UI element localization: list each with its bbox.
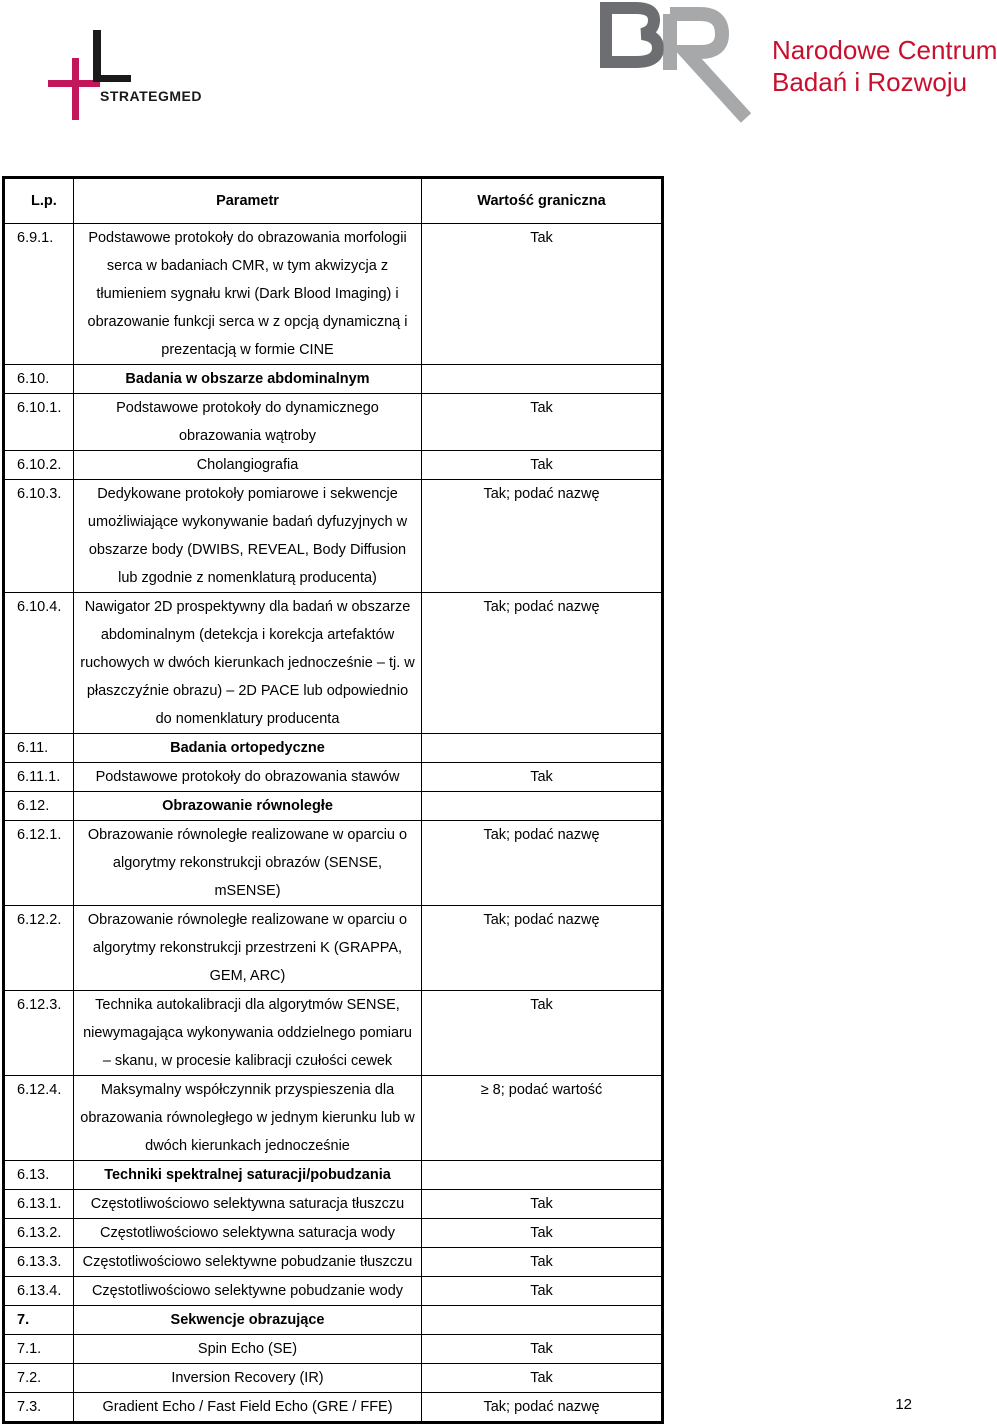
table-row [4,451,663,480]
row-lp: 7.1. [4,1335,74,1364]
section-row [4,734,663,763]
row-lp: 6.13.2. [4,1219,74,1248]
table-row [4,593,663,734]
row-parametr: Częstotliwościowo selektywna saturacja wody [74,1219,422,1248]
row-wartosc: Tak [422,1277,663,1306]
ncbr-logo [596,0,997,132]
table-body [4,224,663,1423]
header-parametr: Parametr [74,178,422,224]
row-wartosc [422,1161,663,1190]
row-wartosc: Tak [422,1364,663,1393]
table-row [4,991,663,1076]
section-row [4,1306,663,1335]
row-parametr: Gradient Echo / Fast Field Echo (GRE / FFE) [74,1393,422,1423]
row-parametr: Technika autokalibracji dla algorytmów SENSE, niewymagająca wykonywania oddzielnego pomiaru – skanu, w procesie kalibracji czułości cewek [74,991,422,1076]
row-parametr: Spin Echo (SE) [74,1335,422,1364]
ncbr-logo-line1: Narodowe Centrum [772,35,997,65]
table-row [4,394,663,451]
row-parametr: Podstawowe protokoły do obrazowania stawów [74,763,422,792]
row-lp: 6.11.1. [4,763,74,792]
ncbr-logo-text [772,34,997,98]
row-parametr: Obrazowanie równoległe realizowane w oparciu o algorytmy rekonstrukcji obrazów (SENSE, mSENSE) [74,821,422,906]
section-row [4,365,663,394]
row-parametr: Obrazowanie równoległe [74,792,422,821]
table-row [4,1076,663,1161]
row-wartosc: Tak [422,1248,663,1277]
strategmed-logo [48,28,208,128]
table-row [4,480,663,593]
row-lp: 6.12.4. [4,1076,74,1161]
row-parametr: Dedykowane protokoły pomiarowe i sekwencje umożliwiające wykonywanie badań dyfuzyjnych w obszarze body (DWIBS, REVEAL, Body Diffusion lub zgodnie z nomenklaturą producenta) [74,480,422,593]
row-lp: 7.2. [4,1364,74,1393]
row-lp: 6.10.1. [4,394,74,451]
row-parametr: Badania w obszarze abdominalnym [74,365,422,394]
table-row [4,1364,663,1393]
specification-table [2,176,664,1424]
row-parametr: Maksymalny współczynnik przyspieszenia dla obrazowania równoległego w jednym kierunku lub w dwóch kierunkach jednocześnie [74,1076,422,1161]
row-lp: 6.10.2. [4,451,74,480]
row-lp: 6.10. [4,365,74,394]
table-row [4,224,663,365]
row-wartosc: Tak [422,1335,663,1364]
row-wartosc [422,734,663,763]
row-wartosc: Tak [422,224,663,365]
row-parametr: Nawigator 2D prospektywny dla badań w obszarze abdominalnym (detekcja i korekcja artefaktów ruchowych w dwóch kierunkach jednocześnie – tj. w płaszczyźnie obrazu) – 2D PACE lub odpowiednio do nomenklatury producenta [74,593,422,734]
row-lp: 6.12. [4,792,74,821]
row-lp: 6.9.1. [4,224,74,365]
table-row [4,763,663,792]
row-wartosc: Tak [422,1190,663,1219]
row-lp: 6.10.3. [4,480,74,593]
table-row [4,1335,663,1364]
table-row [4,1248,663,1277]
row-lp: 6.13.4. [4,1277,74,1306]
row-lp: 7. [4,1306,74,1335]
row-lp: 6.12.2. [4,906,74,991]
row-parametr: Obrazowanie równoległe realizowane w oparciu o algorytmy rekonstrukcji przestrzeni K (GRAPPA, GEM, ARC) [74,906,422,991]
row-wartosc [422,792,663,821]
header-lp: L.p. [4,178,74,224]
row-wartosc: Tak; podać nazwę [422,593,663,734]
row-wartosc: Tak [422,394,663,451]
row-parametr: Sekwencje obrazujące [74,1306,422,1335]
table-row [4,906,663,991]
table-row [4,821,663,906]
row-wartosc: Tak; podać nazwę [422,1393,663,1423]
row-parametr: Cholangiografia [74,451,422,480]
row-parametr: Częstotliwościowo selektywne pobudzanie wody [74,1277,422,1306]
row-wartosc: Tak [422,991,663,1076]
strategmed-logo-mark [48,28,208,128]
row-wartosc: Tak [422,451,663,480]
row-lp: 6.11. [4,734,74,763]
row-parametr: Częstotliwościowo selektywne pobudzanie tłuszczu [74,1248,422,1277]
row-parametr: Częstotliwościowo selektywna saturacja tłuszczu [74,1190,422,1219]
table-row [4,1277,663,1306]
row-wartosc: Tak; podać nazwę [422,480,663,593]
section-row [4,792,663,821]
page-number: 12 [895,1396,912,1413]
row-wartosc: Tak; podać nazwę [422,906,663,991]
row-lp: 7.3. [4,1393,74,1423]
row-wartosc: Tak; podać nazwę [422,821,663,906]
row-lp: 6.13.1. [4,1190,74,1219]
row-wartosc [422,1306,663,1335]
table-header-row [4,178,663,224]
row-wartosc: ≥ 8; podać wartość [422,1076,663,1161]
row-wartosc: Tak [422,1219,663,1248]
row-parametr: Techniki spektralnej saturacji/pobudzania [74,1161,422,1190]
table-row [4,1393,663,1423]
ncbr-logo-mark [596,0,776,132]
table-row [4,1219,663,1248]
ncbr-logo-line2: Badań i Rozwoju [772,67,968,97]
table-row [4,1190,663,1219]
row-lp: 6.13.3. [4,1248,74,1277]
row-parametr: Podstawowe protokoły do obrazowania morfologii serca w badaniach CMR, w tym akwizycja z tłumieniem sygnału krwi (Dark Blood Imaging) i obrazowanie funkcji serca w z opcją dynamiczną i prezentacją w formie CINE [74,224,422,365]
row-lp: 6.13. [4,1161,74,1190]
row-parametr: Inversion Recovery (IR) [74,1364,422,1393]
row-parametr: Badania ortopedyczne [74,734,422,763]
row-wartosc: Tak [422,763,663,792]
row-wartosc [422,365,663,394]
strategmed-logo-text: STRATEGMED [100,88,202,104]
row-lp: 6.12.3. [4,991,74,1076]
row-lp: 6.12.1. [4,821,74,906]
header-wartosc: Wartość graniczna [422,178,663,224]
section-row [4,1161,663,1190]
row-lp: 6.10.4. [4,593,74,734]
row-parametr: Podstawowe protokoły do dynamicznego obrazowania wątroby [74,394,422,451]
